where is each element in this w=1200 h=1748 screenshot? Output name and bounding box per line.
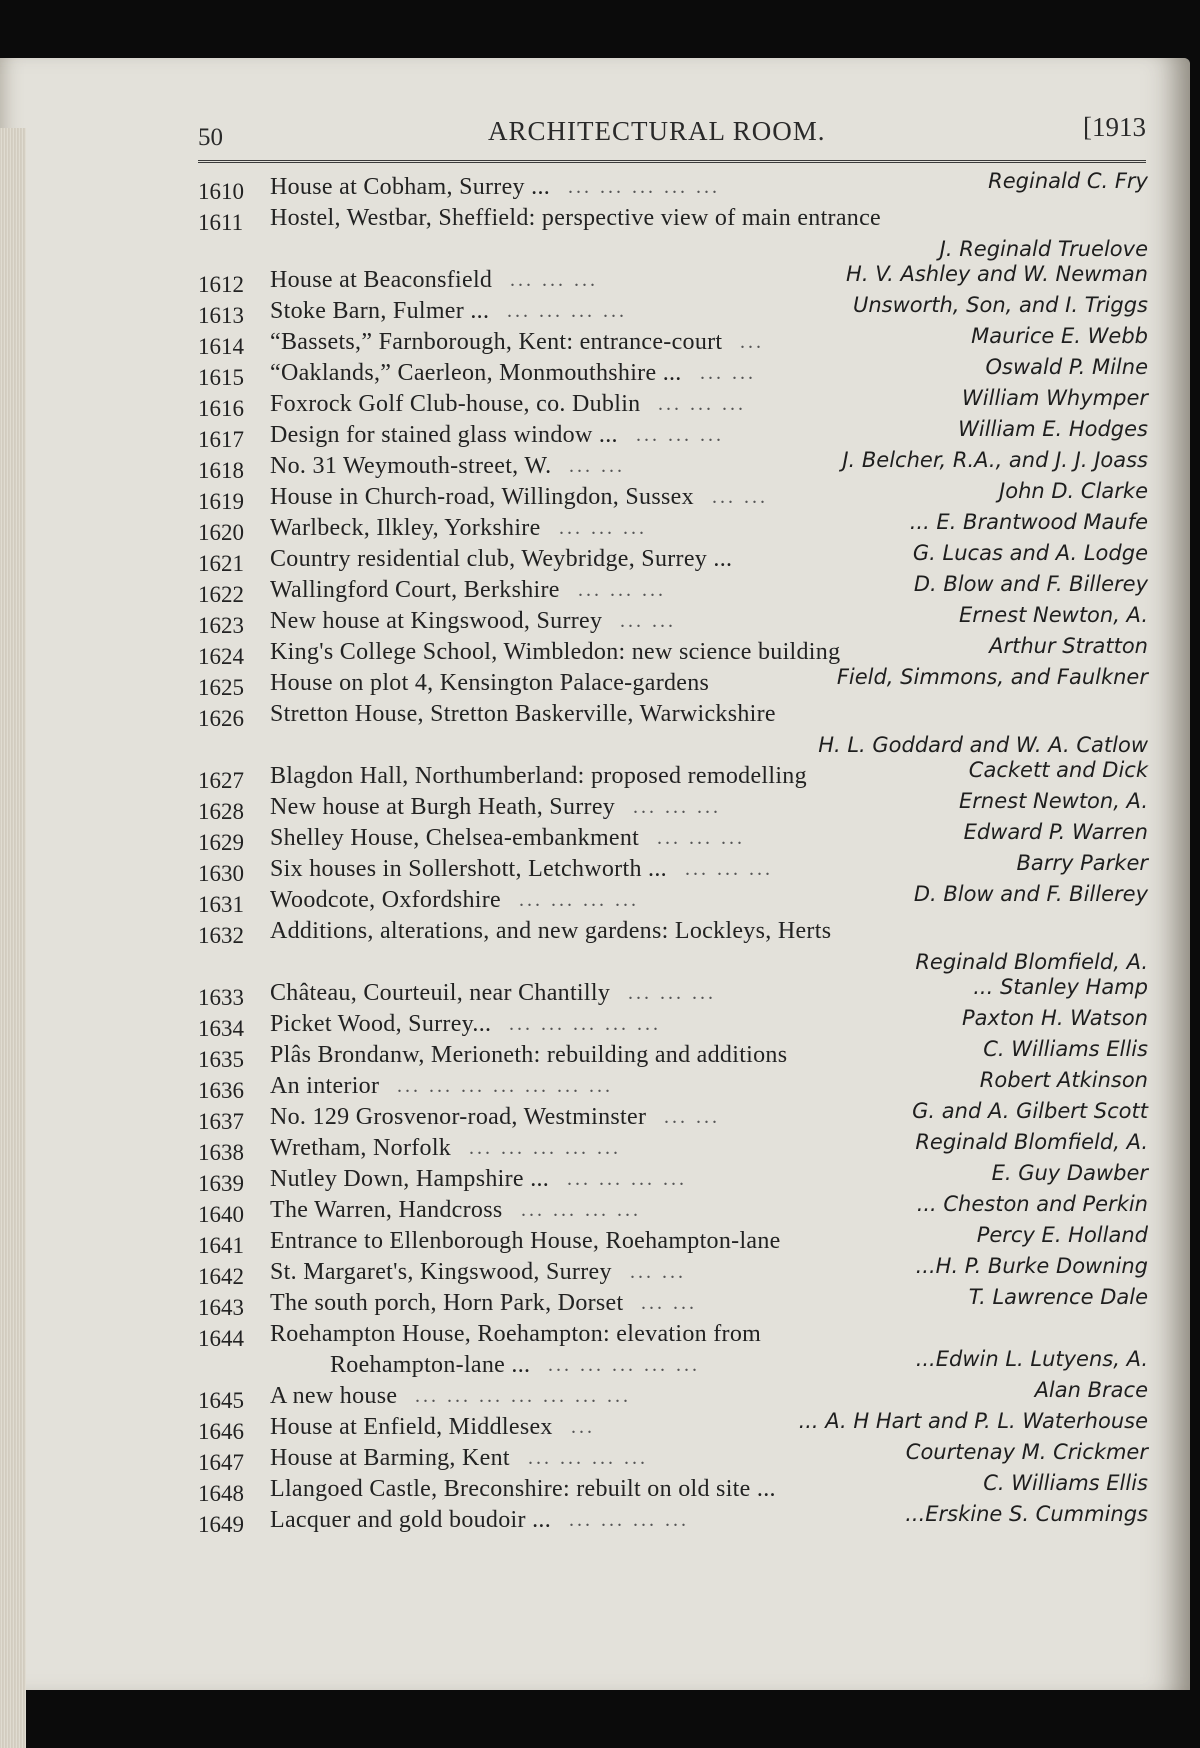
entry-architect: J. Belcher, R.A., and J. J. Joass — [842, 448, 1148, 472]
entry-title: Nutley Down, Hampshire ... — [270, 1166, 550, 1192]
entry-number: 1623 — [198, 613, 244, 638]
entry-title: Foxrock Golf Club-house, co. Dublin — [270, 391, 641, 417]
entry-architect: ...H. P. Burke Downing — [915, 1254, 1148, 1278]
entry-number: 1626 — [198, 706, 244, 731]
entry-title: King's College School, Wimbledon: new science building — [270, 639, 841, 665]
entry-architect: John D. Clarke — [999, 479, 1148, 503]
leader-dots: ... ... ... — [657, 827, 745, 849]
catalogue-entry — [198, 699, 1158, 730]
entry-title: Hostel, Westbar, Sheffield: perspective view of main entrance — [270, 205, 881, 231]
entry-architect: William Whymper — [962, 386, 1148, 410]
catalogue-entry — [198, 169, 1158, 204]
running-head: ARCHITECTURAL ROOM. — [488, 116, 826, 146]
entry-number: 1613 — [198, 303, 244, 328]
leader-dots: ... ... ... ... ... ... ... — [397, 1075, 613, 1097]
entry-architect: Ernest Newton, A. — [959, 603, 1148, 627]
entry-number: 1647 — [198, 1450, 244, 1475]
leader-dots: ... — [571, 1416, 595, 1438]
entry-title: House on plot 4, Kensington Palace-gardens — [270, 670, 710, 696]
entry-number: 1644 — [198, 1326, 244, 1351]
entry-architect: Reginald Blomfield, A. — [915, 950, 1148, 974]
entry-architect: Reginald C. Fry — [988, 169, 1148, 193]
entry-architect: ... E. Brantwood Maufe — [909, 510, 1148, 534]
entry-architect: D. Blow and F. Billerey — [913, 572, 1148, 596]
leader-dots: ... ... — [630, 1261, 686, 1283]
entry-number: 1643 — [198, 1295, 244, 1320]
leader-dots: ... ... ... ... ... — [469, 1137, 621, 1159]
entry-number: 1620 — [198, 520, 244, 545]
entry-title: “Oaklands,” Caerleon, Monmouthshire ... — [270, 360, 682, 386]
entry-architect: E. Guy Dawber — [991, 1161, 1148, 1185]
entry-number: 1631 — [198, 892, 244, 917]
entry-title: Warlbeck, Ilkley, Yorkshire — [270, 515, 541, 541]
entry-architect: Ernest Newton, A. — [959, 789, 1148, 813]
entry-title: Additions, alterations, and new gardens: Lockleys, Herts — [270, 918, 832, 944]
entry-number: 1618 — [198, 458, 244, 483]
entry-architect: Oswald P. Milne — [985, 355, 1148, 379]
leader-dots: ... ... — [664, 1106, 720, 1128]
entry-number: 1627 — [198, 768, 244, 793]
entry-title: Woodcote, Oxfordshire — [270, 887, 501, 913]
leader-dots: ... ... ... — [559, 517, 647, 539]
entry-number: 1616 — [198, 396, 244, 421]
catalogue-entry — [198, 916, 1158, 947]
entry-title: No. 129 Grosvenor-road, Westminster — [270, 1104, 647, 1130]
entry-number: 1639 — [198, 1171, 244, 1196]
entry-architect: Field, Simmons, and Faulkner — [836, 665, 1148, 689]
entry-title: House at Cobham, Surrey ... — [270, 174, 551, 200]
leader-dots: ... ... ... ... — [521, 1199, 641, 1221]
entry-title: No. 31 Weymouth-street, W. — [270, 453, 552, 479]
entry-architect: William E. Hodges — [958, 417, 1148, 441]
entry-architect: Robert Atkinson — [979, 1068, 1148, 1092]
entry-number: 1636 — [198, 1078, 244, 1103]
entry-title: St. Margaret's, Kingswood, Surrey — [270, 1259, 612, 1285]
entry-number: 1645 — [198, 1388, 244, 1413]
leader-dots: ... ... ... ... ... — [548, 1354, 700, 1376]
entry-architect: ... Cheston and Perkin — [916, 1192, 1148, 1216]
entry-number: 1632 — [198, 923, 244, 948]
entry-architect: Percy E. Holland — [976, 1223, 1148, 1247]
entry-number: 1629 — [198, 830, 244, 855]
entry-architect: Reginald Blomfield, A. — [915, 1130, 1148, 1154]
entry-title: The Warren, Handcross — [270, 1197, 503, 1223]
entry-title: House at Barming, Kent — [270, 1445, 510, 1471]
entry-title: Stoke Barn, Fulmer ... — [270, 298, 490, 324]
catalogue-entry — [198, 1347, 1158, 1381]
entry-title: Wretham, Norfolk — [270, 1135, 452, 1161]
entry-title: Blagdon Hall, Northumberland: proposed remodelling — [270, 763, 807, 789]
leader-dots: ... ... ... — [510, 269, 598, 291]
entry-architect: Paxton H. Watson — [962, 1006, 1148, 1030]
entry-number: 1640 — [198, 1202, 244, 1227]
leader-dots: ... ... — [712, 486, 768, 508]
leader-dots: ... ... ... ... ... — [509, 1013, 661, 1035]
entry-title: House at Enfield, Middlesex — [270, 1414, 553, 1440]
entry-number: 1619 — [198, 489, 244, 514]
header-year: [1913 — [1083, 112, 1146, 142]
entry-title: Stretton House, Stretton Baskerville, Warwickshire — [270, 701, 776, 727]
leader-dots: ... ... ... — [685, 858, 773, 880]
leader-dots: ... ... ... — [633, 796, 721, 818]
leader-dots: ... ... ... ... ... ... ... — [415, 1385, 631, 1407]
leader-dots: ... ... ... ... — [567, 1168, 687, 1190]
entry-number: 1628 — [198, 799, 244, 824]
entry-title: House in Church-road, Willingdon, Sussex — [270, 484, 694, 510]
leader-dots: ... ... ... — [578, 579, 666, 601]
leader-dots: ... ... ... ... — [528, 1447, 648, 1469]
entry-number: 1638 — [198, 1140, 244, 1165]
entry-title: Picket Wood, Surrey... — [270, 1011, 492, 1037]
catalogue-entry — [198, 1502, 1158, 1537]
entry-number: 1646 — [198, 1419, 244, 1444]
catalogue-entry — [198, 1285, 1158, 1320]
entry-number: 1630 — [198, 861, 244, 886]
entry-title: Lacquer and gold boudoir ... — [270, 1507, 551, 1533]
leader-dots: ... ... — [620, 610, 676, 632]
entry-architect: Cackett and Dick — [968, 758, 1148, 782]
leader-dots: ... ... ... — [658, 393, 746, 415]
entry-architect: Arthur Stratton — [989, 634, 1148, 658]
entry-architect: ... A. H Hart and P. L. Waterhouse — [798, 1409, 1148, 1433]
entry-number: 1637 — [198, 1109, 244, 1134]
entry-title: Plâs Brondanw, Merioneth: rebuilding and additions — [270, 1042, 788, 1068]
entry-architect: Edward P. Warren — [963, 820, 1148, 844]
entry-title: Shelley House, Chelsea-embankment — [270, 825, 640, 851]
catalogue-list — [198, 169, 1158, 1537]
entry-title: Roehampton House, Roehampton: elevation from — [270, 1321, 762, 1347]
leader-dots: ... ... — [569, 455, 625, 477]
entry-number: 1617 — [198, 427, 244, 452]
entry-architect: H. V. Ashley and W. Newman — [846, 262, 1148, 286]
entry-number: 1649 — [198, 1512, 244, 1537]
entry-architect: ...Erskine S. Cummings — [905, 1502, 1148, 1526]
entry-architect: ...Edwin L. Lutyens, A. — [915, 1347, 1148, 1371]
entry-title: Country residential club, Weybridge, Surrey ... — [270, 546, 733, 572]
entry-title: House at Beaconsfield — [270, 267, 493, 293]
leader-dots: ... ... ... ... — [507, 300, 627, 322]
entry-number: 1614 — [198, 334, 244, 359]
entry-architect: G. Lucas and A. Lodge — [912, 541, 1148, 565]
page-number: 50 — [198, 124, 223, 151]
leader-dots: ... ... ... ... — [569, 1509, 689, 1531]
catalogue-entry — [198, 665, 1158, 700]
entry-number: 1622 — [198, 582, 244, 607]
entry-number: 1634 — [198, 1016, 244, 1041]
entry-architect: D. Blow and F. Billerey — [913, 882, 1148, 906]
entry-number: 1641 — [198, 1233, 244, 1258]
leader-dots: ... ... ... ... ... — [568, 176, 720, 198]
page-stack-edge — [0, 128, 26, 1748]
entry-architect: ... Stanley Hamp — [973, 975, 1148, 999]
catalogue-entry — [198, 820, 1158, 855]
entry-title: New house at Burgh Heath, Surrey — [270, 794, 616, 820]
entry-number: 1633 — [198, 985, 244, 1010]
entry-number: 1621 — [198, 551, 244, 576]
entry-title: Design for stained glass window ... — [270, 422, 618, 448]
entry-number: 1624 — [198, 644, 244, 669]
entry-architect: Alan Brace — [1034, 1378, 1148, 1402]
entry-number: 1615 — [198, 365, 244, 390]
entry-number: 1610 — [198, 179, 244, 204]
entry-number: 1612 — [198, 272, 244, 297]
entry-number: 1642 — [198, 1264, 244, 1289]
leader-dots: ... ... ... — [636, 424, 724, 446]
entry-title: Llangoed Castle, Breconshire: rebuilt on old site ... — [270, 1476, 776, 1502]
entry-title: Six houses in Sollershott, Letchworth ... — [270, 856, 667, 882]
entry-title: Roehampton-lane ... — [330, 1352, 531, 1378]
entry-architect: J. Reginald Truelove — [939, 237, 1148, 261]
entry-title: Entrance to Ellenborough House, Roehampton-lane — [270, 1228, 781, 1254]
entry-number: 1611 — [198, 210, 244, 235]
entry-architect: Unsworth, Son, and I. Triggs — [852, 293, 1148, 317]
leader-dots: ... ... — [641, 1292, 697, 1314]
leader-dots: ... ... ... ... — [519, 889, 639, 911]
page-header — [198, 112, 1146, 152]
entry-architect: C. Williams Ellis — [983, 1471, 1148, 1495]
entry-number: 1625 — [198, 675, 244, 700]
entry-architect: C. Williams Ellis — [983, 1037, 1148, 1061]
entry-title: Wallingford Court, Berkshire — [270, 577, 560, 603]
entry-architect: G. and A. Gilbert Scott — [912, 1099, 1148, 1123]
entry-title: “Bassets,” Farnborough, Kent: entrance-court — [270, 329, 723, 355]
leader-dots: ... ... — [700, 362, 756, 384]
entry-title: Château, Courteuil, near Chantilly — [270, 980, 611, 1006]
entry-architect: H. L. Goddard and W. A. Catlow — [818, 733, 1148, 757]
entry-architect: Barry Parker — [1016, 851, 1148, 875]
catalogue-entry — [198, 203, 1158, 234]
leader-dots: ... ... ... — [628, 982, 716, 1004]
entry-title: An interior — [270, 1073, 380, 1099]
entry-architect: T. Lawrence Dale — [968, 1285, 1148, 1309]
entry-architect: Courtenay M. Crickmer — [905, 1440, 1148, 1464]
entry-title: A new house — [270, 1383, 398, 1409]
entry-title: The south porch, Horn Park, Dorset — [270, 1290, 624, 1316]
catalogue-entry — [198, 882, 1158, 917]
leader-dots: ... — [740, 331, 764, 353]
entry-title: New house at Kingswood, Surrey — [270, 608, 603, 634]
entry-architect: Maurice E. Webb — [971, 324, 1148, 348]
entry-number: 1635 — [198, 1047, 244, 1072]
entry-number: 1648 — [198, 1481, 244, 1506]
